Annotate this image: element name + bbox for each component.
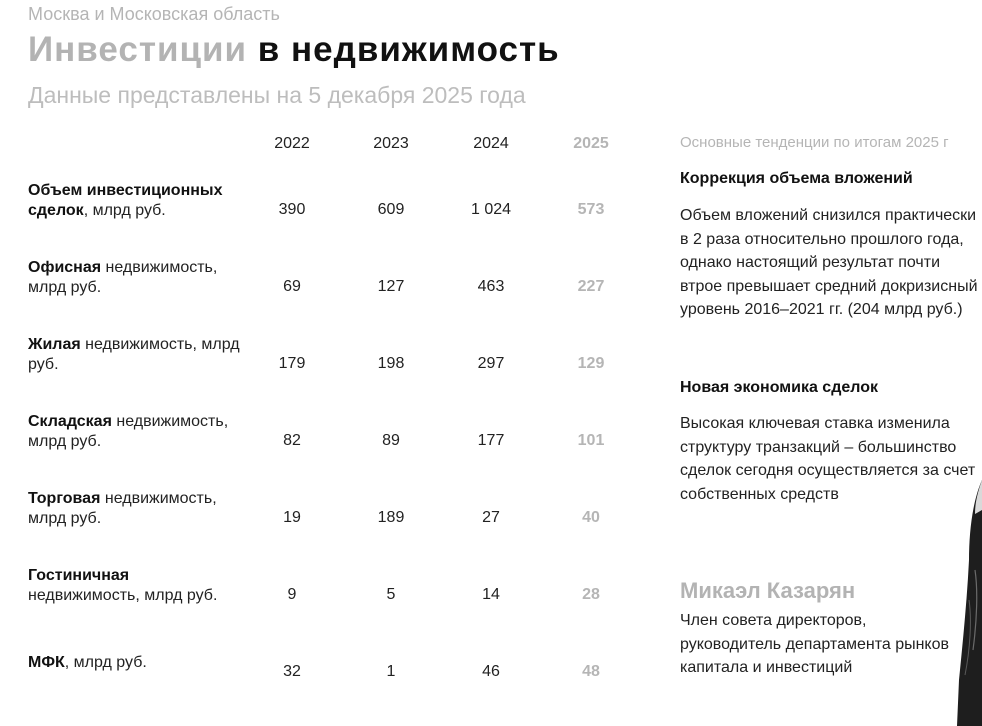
row-label-bold: Жилая [28, 336, 81, 353]
table-row [28, 412, 648, 472]
table-row [28, 181, 648, 241]
row-label [28, 489, 243, 528]
cell-2024: 297 [477, 355, 505, 372]
cell-2025: 227 [577, 278, 605, 295]
cell-2024: 1 024 [470, 201, 512, 218]
cell-2024: 27 [482, 509, 500, 526]
cell-2022: 19 [283, 509, 301, 526]
cell-2022: 32 [283, 663, 301, 680]
cell-2023: 189 [377, 509, 405, 526]
title-dark-part: в недвижимость [257, 30, 560, 69]
year-header-2024: 2024 [473, 135, 509, 152]
row-label-bold: Складская [28, 413, 112, 430]
cell-2023: 609 [377, 201, 405, 218]
cell-2022: 9 [287, 586, 297, 603]
page-subtitle: Данные представлены на 5 декабря 2025 года [28, 82, 526, 108]
cell-2023: 127 [377, 278, 405, 295]
table-row [28, 489, 648, 549]
row-label [28, 258, 243, 297]
cell-2023: 89 [382, 432, 400, 449]
cell-2025: 101 [577, 432, 605, 449]
cell-2023: 1 [386, 663, 396, 680]
person-name: Микаэл Казарян [680, 578, 856, 603]
year-header-2023: 2023 [373, 135, 409, 152]
cell-2025: 28 [582, 586, 600, 603]
cell-2024: 14 [482, 586, 500, 603]
row-label [28, 653, 243, 673]
row-label-bold: Торговая [28, 490, 101, 507]
row-label-unit: недвижимость, млрд руб. [28, 259, 218, 296]
cell-2024: 46 [482, 663, 500, 680]
year-header-2022: 2022 [274, 135, 310, 152]
row-label-unit: , млрд руб. [64, 654, 147, 671]
row-label [28, 566, 243, 605]
table-row [28, 258, 648, 318]
row-label [28, 412, 243, 451]
year-header-2025: 2025 [573, 135, 609, 152]
trend-text: Высокая ключевая ставка изменила структуру транзакций – большинство сделок сегодня осуществляется за счет собственных средств [680, 415, 976, 503]
cell-2024: 463 [477, 278, 505, 295]
row-label-unit: , млрд руб. [83, 201, 166, 219]
row-label-bold: Гостиничная [28, 567, 130, 584]
row-label-unit: недвижимость, млрд руб. [28, 336, 240, 373]
cell-2022: 390 [278, 201, 306, 218]
cell-2022: 82 [283, 432, 301, 449]
cell-2022: 69 [283, 278, 301, 295]
table-row [28, 335, 648, 395]
trends-heading: Основные тенденции по итогам 2025 г [680, 134, 949, 151]
person-role: Член совета директоров, руководитель департамента рынков капитала и инвестиций [680, 612, 949, 676]
row-label [28, 335, 243, 374]
row-label-unit: недвижимость, млрд руб. [28, 413, 229, 450]
row-label-unit: недвижимость, млрд руб. [28, 490, 217, 527]
trend-text: Объем вложений снизился практически в 2 раза относительно прошлого года, однако настоящий результат почти втрое превышает средний докризисный уровень 2016–2021 гг. (204 млрд руб.) [680, 207, 978, 318]
cell-2023: 5 [386, 586, 396, 603]
cell-2023: 198 [377, 355, 405, 372]
row-label [28, 181, 243, 220]
cell-2025: 40 [582, 509, 600, 526]
row-label-unit: недвижимость, млрд руб. [28, 586, 218, 604]
table-row [28, 653, 648, 713]
trend-title: Коррекция объема вложений [680, 170, 913, 187]
cell-2024: 177 [477, 432, 505, 449]
trend-title: Новая экономика сделок [680, 379, 878, 396]
cell-2025: 573 [577, 201, 605, 218]
row-label-bold: Объем инвестиционных сделок [28, 182, 223, 219]
cell-2022: 179 [278, 355, 306, 372]
title-grey-part: Инвестиции [28, 30, 248, 69]
cell-2025: 48 [582, 663, 600, 680]
table-row [28, 566, 648, 626]
row-label-bold: Офисная [28, 259, 102, 276]
cell-2025: 129 [577, 355, 605, 372]
region-label: Москва и Московская область [28, 4, 280, 24]
row-label-bold: МФК [28, 654, 65, 671]
person-photo [955, 470, 982, 726]
page-title [28, 30, 560, 70]
